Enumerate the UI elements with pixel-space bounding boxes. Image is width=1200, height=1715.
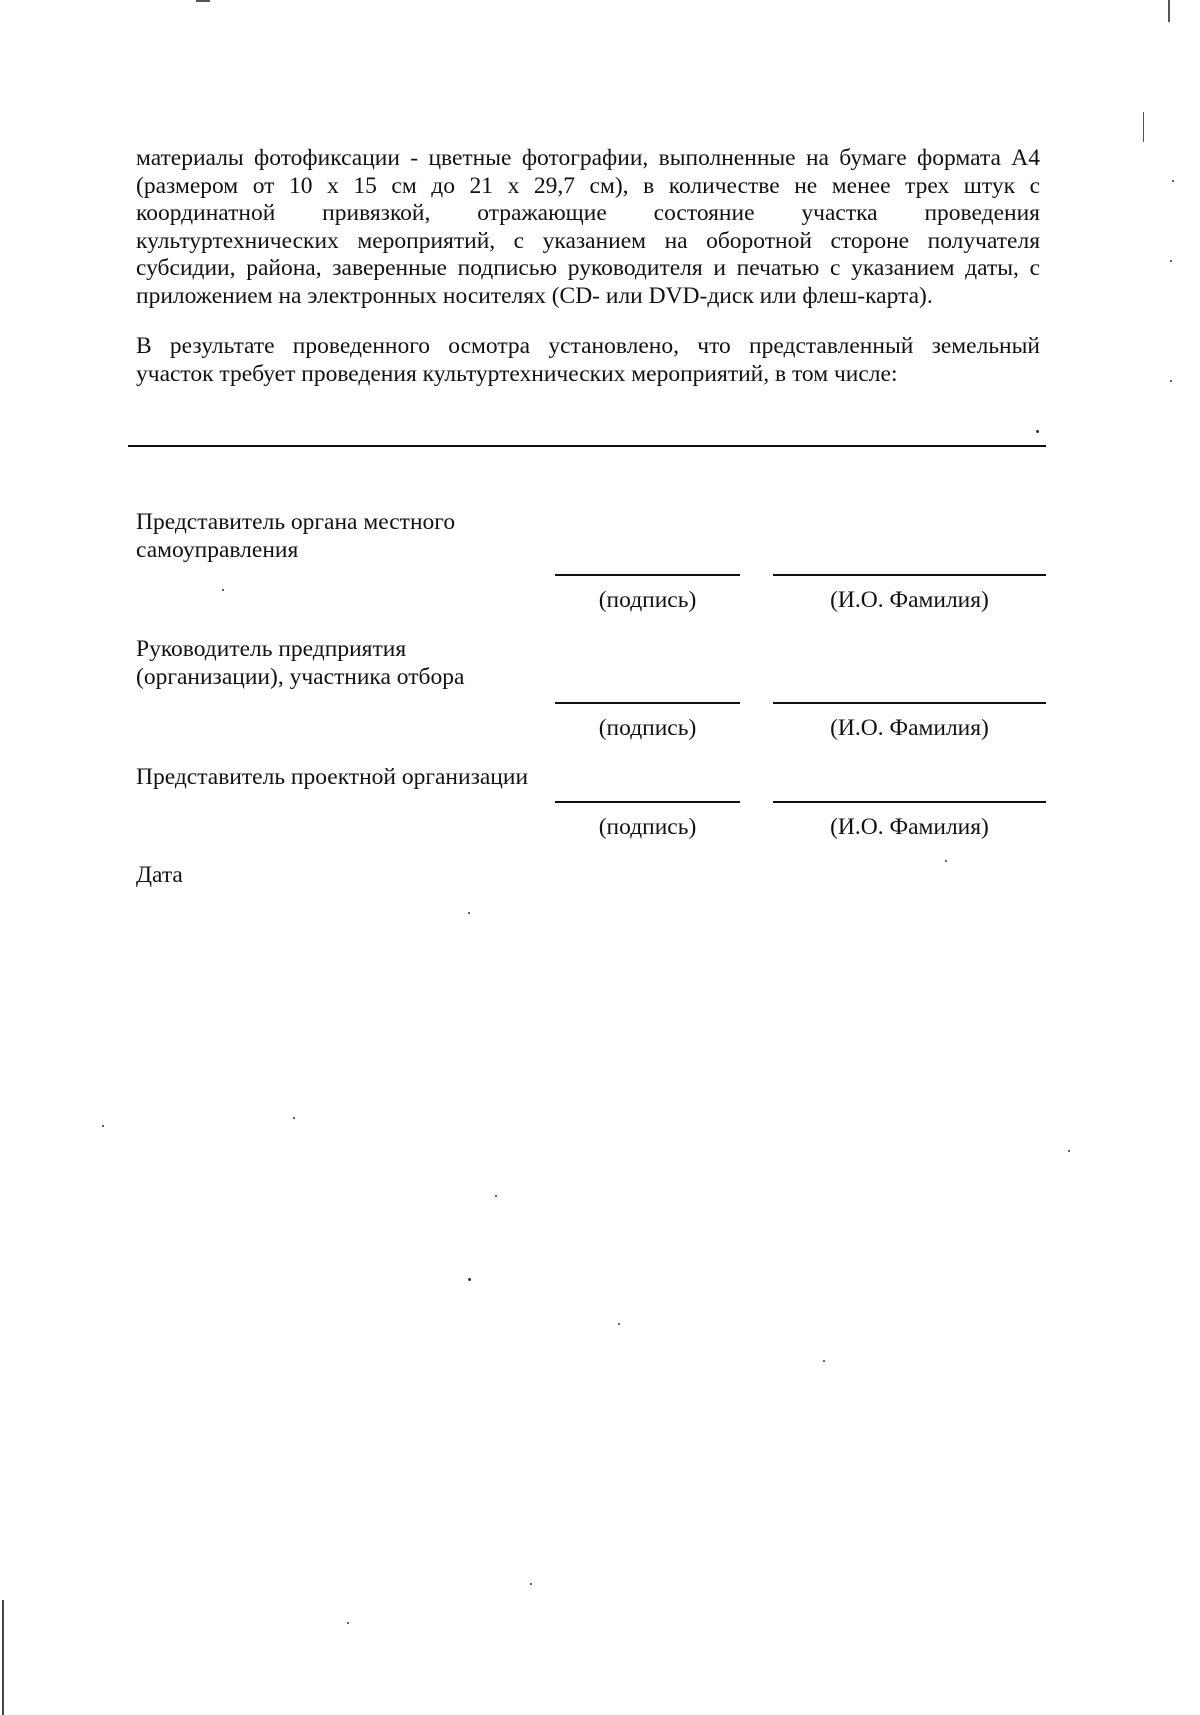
paragraph-line: участок требует проведения культуртехнических мероприятий, в том числе:: [136, 360, 898, 387]
name-caption: (И.О. Фамилия): [830, 715, 989, 741]
scan-edge-mark: [196, 0, 210, 2]
scan-speck: [1172, 180, 1174, 182]
signatory-role-label: [136, 763, 528, 791]
name-line: [773, 574, 1046, 576]
scan-speck: [495, 1195, 497, 1197]
signatory-role-label: [136, 508, 455, 564]
scan-speck: [1170, 380, 1172, 382]
measures-fill-in-line: [128, 445, 1046, 447]
date-label: Дата: [136, 862, 183, 888]
scan-speck: [347, 1622, 349, 1624]
name-caption: (И.О. Фамилия): [830, 814, 989, 840]
scan-speck: [1170, 260, 1172, 262]
role-line: Представитель органа местного: [136, 509, 456, 535]
scan-speck: [468, 912, 470, 914]
scan-edge-mark: [1168, 0, 1170, 22]
paragraph-line: В результате проведенного осмотра установлено, что представленный земельный: [136, 333, 1040, 359]
inspection-result-paragraph: [136, 333, 1040, 388]
paragraph-line: культуртехнических мероприятий, с указанием на оборотной стороне получателя: [136, 227, 1040, 254]
signature-caption: (подпись): [598, 814, 697, 840]
scan-speck: [945, 860, 947, 862]
signature-line: [555, 801, 740, 803]
role-line: самоуправления: [136, 537, 299, 563]
role-line: (организации), участника отбора: [136, 664, 465, 690]
name-line: [773, 702, 1046, 704]
signature-caption: (подпись): [598, 715, 697, 741]
signatory-role-label: [136, 635, 464, 691]
paragraph-line: приложением на электронных носителях (CD- или DVD-диск или флеш-карта).: [136, 282, 933, 309]
scan-edge-mark: [1143, 112, 1144, 142]
paragraph-line: координатной привязкой, отражающие состояние участка проведения: [136, 200, 1040, 227]
paragraph-line: субсидии, района, заверенные подписью руководителя и печатью с указанием даты, с: [136, 255, 1040, 282]
role-line: Представитель проектной организации: [136, 764, 529, 790]
scan-edge-mark: [2, 1600, 4, 1715]
paragraph-line: материалы фотофиксации - цветные фотографии, выполненные на бумаге формата А4: [136, 145, 1040, 171]
role-line: Руководитель предприятия: [136, 636, 407, 662]
paragraph-line: (размером от 10 х 15 см до 21 х 29,7 см), в количестве не менее трех штук с: [136, 172, 1040, 199]
scan-speck: [468, 1278, 471, 1281]
signature-line: [555, 702, 740, 704]
name-line: [773, 801, 1046, 803]
scan-speck: [1068, 1150, 1070, 1152]
signature-line: [555, 574, 740, 576]
scan-speck: [222, 589, 224, 591]
scan-speck: [618, 1323, 620, 1325]
scan-speck: [102, 1125, 104, 1127]
scan-speck: [1036, 430, 1039, 433]
name-caption: (И.О. Фамилия): [830, 587, 989, 613]
scan-speck: [530, 1583, 532, 1585]
scan-speck: [293, 1117, 295, 1119]
photo-materials-paragraph: [136, 145, 1040, 311]
signature-caption: (подпись): [598, 587, 697, 613]
scan-speck: [823, 1360, 825, 1362]
